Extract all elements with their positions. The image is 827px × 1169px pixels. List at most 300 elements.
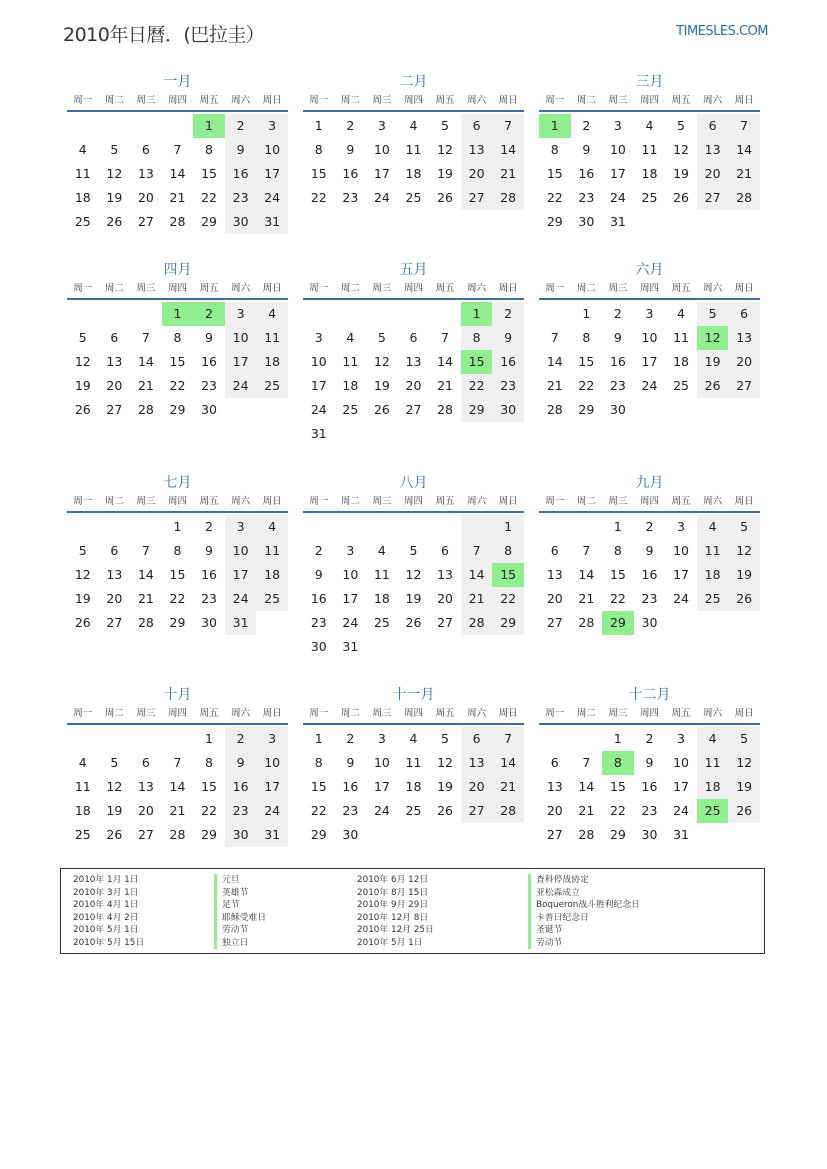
weekday-header xyxy=(539,280,760,300)
day-grid xyxy=(303,727,524,847)
day-cell: 21 xyxy=(437,378,453,393)
day-cell: 12 xyxy=(74,567,91,582)
day-cell: 15 xyxy=(169,567,186,582)
day-cell: 25 xyxy=(342,402,359,417)
weekday-label: 周日 xyxy=(262,708,282,719)
day-cell: 10 xyxy=(256,751,288,775)
day-cell: 1 xyxy=(461,302,493,326)
day-cell: 26 xyxy=(106,827,123,842)
day-cell: 5 xyxy=(441,118,449,133)
day-cell: 28 xyxy=(169,827,186,842)
day-cell: 21 xyxy=(137,591,154,606)
day-cell: 13 xyxy=(546,567,563,582)
day-cell: 23 xyxy=(342,190,359,205)
day-cell: 3 xyxy=(256,114,288,138)
weekday-header xyxy=(303,280,524,300)
day-cell: 8 xyxy=(205,142,213,157)
day-cell: 15 xyxy=(609,567,626,582)
day-cell: 19 xyxy=(74,378,91,393)
day-cell: 9 xyxy=(346,142,355,157)
day-cell: 30 xyxy=(641,615,658,630)
day-cell: 4 xyxy=(409,731,418,746)
empty-cell xyxy=(539,727,571,751)
day-cell: 7 xyxy=(441,330,449,345)
day-cell: 28 xyxy=(728,186,760,210)
day-cell: 12 xyxy=(728,539,760,563)
day-cell: 29 xyxy=(546,214,563,229)
day-cell: 7 xyxy=(492,114,524,138)
empty-cell xyxy=(130,302,162,326)
day-cell: 28 xyxy=(461,611,493,635)
empty-cell xyxy=(162,114,194,138)
month-2 xyxy=(303,72,524,210)
holiday-name: 耶稣受难日 xyxy=(214,912,266,925)
day-cell: 12 xyxy=(697,326,729,350)
day-cell: 18 xyxy=(373,591,390,606)
day-cell: 25 xyxy=(256,374,288,398)
weekday-label: 周三 xyxy=(136,708,156,719)
empty-cell xyxy=(99,114,131,138)
empty-cell xyxy=(398,823,430,847)
day-cell: 9 xyxy=(645,543,654,558)
day-cell: 22 xyxy=(461,374,493,398)
weekday-label: 周三 xyxy=(372,283,392,294)
holiday-date: 2010年 8月 15日 xyxy=(357,887,429,898)
page-title: 2010年日曆．(巴拉圭） xyxy=(63,24,265,46)
empty-cell xyxy=(728,823,760,847)
day-cell: 22 xyxy=(609,803,626,818)
weekday-label: 周五 xyxy=(671,95,691,106)
empty-cell xyxy=(697,611,729,635)
day-cell: 6 xyxy=(697,114,729,138)
day-cell: 11 xyxy=(405,142,422,157)
weekday-label: 周日 xyxy=(498,496,518,507)
day-cell: 23 xyxy=(578,190,595,205)
day-cell: 18 xyxy=(697,563,729,587)
weekday-label: 周一 xyxy=(545,283,565,294)
day-cell: 18 xyxy=(74,190,91,205)
day-cell: 17 xyxy=(609,166,626,181)
weekday-label: 周一 xyxy=(73,708,93,719)
day-cell: 23 xyxy=(641,591,658,606)
empty-cell xyxy=(571,727,603,751)
day-cell: 5 xyxy=(677,118,685,133)
holiday-date: 2010年 1月 1日 xyxy=(73,875,139,885)
day-cell: 15 xyxy=(201,779,217,794)
day-cell: 12 xyxy=(106,166,123,181)
day-cell: 26 xyxy=(106,214,123,229)
day-cell: 26 xyxy=(697,374,729,398)
day-cell: 14 xyxy=(578,779,595,794)
weekday-label: 周日 xyxy=(498,283,518,294)
day-grid xyxy=(303,515,524,659)
empty-cell xyxy=(366,302,398,326)
empty-cell xyxy=(225,398,257,422)
day-cell: 1 xyxy=(205,731,213,746)
empty-cell xyxy=(539,302,571,326)
day-cell: 28 xyxy=(578,827,595,842)
empty-cell xyxy=(99,727,131,751)
day-cell: 7 xyxy=(582,755,591,770)
holiday-date: 2010年 5月 15日 xyxy=(73,937,145,948)
month-name: 十二月 xyxy=(628,687,671,703)
day-cell: 22 xyxy=(546,190,563,205)
day-cell: 21 xyxy=(137,378,154,393)
holiday-date: 2010年 9月 29日 xyxy=(357,900,429,910)
day-grid xyxy=(539,515,760,635)
day-cell: 11 xyxy=(256,326,288,350)
day-cell: 15 xyxy=(492,563,524,587)
day-cell: 20 xyxy=(697,162,729,186)
empty-cell xyxy=(67,727,99,751)
day-cell: 3 xyxy=(645,306,654,321)
weekday-label: 周五 xyxy=(199,283,219,294)
day-cell: 1 xyxy=(613,731,622,746)
month-6 xyxy=(539,260,760,422)
empty-cell xyxy=(665,210,697,234)
day-cell: 2 xyxy=(205,519,213,534)
empty-cell xyxy=(67,302,99,326)
day-cell: 24 xyxy=(342,615,359,630)
weekday-label: 周日 xyxy=(262,95,282,106)
empty-cell xyxy=(256,611,288,635)
weekday-label: 周一 xyxy=(73,496,93,507)
empty-cell xyxy=(665,611,697,635)
weekday-label: 周日 xyxy=(734,283,754,294)
weekday-header xyxy=(303,493,524,513)
weekday-label: 周一 xyxy=(309,496,329,507)
day-cell: 6 xyxy=(141,142,150,157)
weekday-label: 周三 xyxy=(136,283,156,294)
day-cell: 20 xyxy=(546,591,563,606)
day-cell: 11 xyxy=(74,166,91,181)
weekday-label: 周一 xyxy=(73,283,93,294)
weekday-label: 周四 xyxy=(403,283,423,294)
day-cell: 14 xyxy=(492,138,524,162)
day-cell: 17 xyxy=(256,775,288,799)
weekday-header xyxy=(539,493,760,513)
day-cell: 22 xyxy=(492,587,524,611)
month-name: 八月 xyxy=(399,475,428,491)
day-cell: 4 xyxy=(697,727,729,751)
weekday-label: 周四 xyxy=(403,496,423,507)
day-cell: 16 xyxy=(225,775,257,799)
holiday-date: 2010年 4月 1日 xyxy=(73,900,139,910)
weekday-label: 周五 xyxy=(199,708,219,719)
day-cell: 24 xyxy=(256,799,288,823)
day-cell: 8 xyxy=(461,326,493,350)
day-cell: 28 xyxy=(492,186,524,210)
day-cell: 9 xyxy=(205,543,213,558)
day-cell: 3 xyxy=(613,118,622,133)
weekday-label: 周一 xyxy=(545,708,565,719)
day-cell: 2 xyxy=(645,731,654,746)
empty-cell xyxy=(398,302,430,326)
day-cell: 12 xyxy=(437,142,453,157)
weekday-label: 周二 xyxy=(340,95,360,106)
weekday-label: 周六 xyxy=(467,283,487,294)
day-cell: 20 xyxy=(106,591,123,606)
day-cell: 21 xyxy=(546,378,563,393)
day-cell: 26 xyxy=(728,587,760,611)
weekday-label: 周四 xyxy=(639,95,659,106)
empty-cell xyxy=(539,515,571,539)
day-cell: 16 xyxy=(342,779,359,794)
holiday-names-right xyxy=(528,874,640,949)
day-cell: 2 xyxy=(193,302,225,326)
weekday-label: 周五 xyxy=(671,283,691,294)
day-cell: 29 xyxy=(201,214,217,229)
weekday-label: 周日 xyxy=(498,95,518,106)
weekday-label: 周五 xyxy=(671,708,691,719)
day-cell: 12 xyxy=(728,751,760,775)
empty-cell xyxy=(492,422,524,446)
day-cell: 6 xyxy=(550,543,559,558)
day-cell: 13 xyxy=(461,751,493,775)
day-cell: 19 xyxy=(673,166,689,181)
weekday-label: 周一 xyxy=(309,95,329,106)
day-cell: 4 xyxy=(256,302,288,326)
day-cell: 15 xyxy=(310,779,327,794)
empty-cell xyxy=(130,114,162,138)
day-cell: 13 xyxy=(137,779,154,794)
weekday-label: 周二 xyxy=(340,708,360,719)
day-cell: 3 xyxy=(225,515,257,539)
day-cell: 23 xyxy=(641,803,658,818)
day-cell: 26 xyxy=(728,799,760,823)
site-name[interactable]: TIMESLES.COM xyxy=(676,24,768,39)
holiday-names-left xyxy=(214,874,266,949)
day-cell: 8 xyxy=(205,755,213,770)
day-cell: 22 xyxy=(578,378,595,393)
day-cell: 22 xyxy=(310,803,327,818)
day-cell: 28 xyxy=(492,799,524,823)
day-cell: 11 xyxy=(697,539,729,563)
empty-cell xyxy=(303,302,335,326)
day-cell: 6 xyxy=(110,543,119,558)
day-cell: 15 xyxy=(609,779,626,794)
day-cell: 29 xyxy=(609,827,626,842)
empty-cell xyxy=(130,727,162,751)
day-cell: 15 xyxy=(201,166,217,181)
day-cell: 20 xyxy=(546,803,563,818)
day-cell: 16 xyxy=(201,354,217,369)
day-cell: 6 xyxy=(409,330,418,345)
day-cell: 10 xyxy=(310,354,327,369)
weekday-header xyxy=(67,280,288,300)
day-cell: 22 xyxy=(201,803,217,818)
month-name: 七月 xyxy=(163,475,192,491)
empty-cell xyxy=(398,422,430,446)
day-cell: 21 xyxy=(461,587,493,611)
empty-cell xyxy=(162,727,194,751)
day-cell: 30 xyxy=(310,639,327,654)
day-cell: 8 xyxy=(173,330,182,345)
empty-cell xyxy=(665,398,697,422)
day-cell: 29 xyxy=(310,827,327,842)
day-grid xyxy=(67,302,288,422)
weekday-label: 周五 xyxy=(435,95,455,106)
month-name: 五月 xyxy=(399,262,428,278)
day-cell: 7 xyxy=(173,755,182,770)
day-cell: 22 xyxy=(169,591,186,606)
day-cell: 10 xyxy=(225,539,257,563)
day-cell: 27 xyxy=(137,214,154,229)
day-cell: 18 xyxy=(74,803,91,818)
month-1 xyxy=(67,72,288,234)
day-cell: 31 xyxy=(256,210,288,234)
weekday-label: 周三 xyxy=(372,708,392,719)
day-cell: 30 xyxy=(201,402,217,417)
weekday-label: 周六 xyxy=(467,95,487,106)
weekday-label: 周二 xyxy=(104,95,124,106)
day-cell: 14 xyxy=(137,567,154,582)
day-cell: 13 xyxy=(405,354,422,369)
day-cell: 27 xyxy=(697,186,729,210)
day-cell: 20 xyxy=(106,378,123,393)
day-cell: 18 xyxy=(405,166,422,181)
day-cell: 16 xyxy=(310,591,327,606)
month-5 xyxy=(303,260,524,446)
weekday-label: 周二 xyxy=(340,283,360,294)
day-cell: 2 xyxy=(492,302,524,326)
day-cell: 31 xyxy=(256,823,288,847)
day-cell: 4 xyxy=(78,755,87,770)
day-cell: 12 xyxy=(74,354,91,369)
day-cell: 14 xyxy=(461,563,493,587)
day-cell: 13 xyxy=(461,138,493,162)
day-grid xyxy=(67,727,288,847)
day-cell: 10 xyxy=(641,330,658,345)
day-grid xyxy=(303,302,524,446)
day-cell: 24 xyxy=(310,402,327,417)
weekday-label: 周三 xyxy=(136,95,156,106)
weekday-label: 周五 xyxy=(435,708,455,719)
day-cell: 9 xyxy=(582,142,591,157)
day-cell: 24 xyxy=(225,374,257,398)
empty-cell xyxy=(461,823,493,847)
day-cell: 1 xyxy=(162,302,194,326)
weekday-label: 周五 xyxy=(199,95,219,106)
empty-cell xyxy=(429,823,461,847)
day-cell: 1 xyxy=(314,731,323,746)
day-cell: 3 xyxy=(346,543,355,558)
day-cell: 28 xyxy=(578,615,595,630)
month-9 xyxy=(539,473,760,635)
day-cell: 3 xyxy=(377,118,386,133)
day-grid xyxy=(539,114,760,234)
weekday-label: 周四 xyxy=(403,708,423,719)
weekday-label: 周六 xyxy=(703,708,723,719)
empty-cell xyxy=(728,210,760,234)
weekday-label: 周六 xyxy=(231,496,251,507)
day-cell: 15 xyxy=(310,166,327,181)
month-name: 十一月 xyxy=(392,687,435,703)
holiday-name: 查科停战协定 xyxy=(528,874,640,887)
month-name: 九月 xyxy=(635,475,664,491)
day-cell: 13 xyxy=(546,779,563,794)
weekday-header xyxy=(303,705,524,725)
day-cell: 7 xyxy=(582,543,591,558)
day-cell: 22 xyxy=(169,378,186,393)
holiday-date: 2010年 5月 1日 xyxy=(73,925,139,935)
day-cell: 18 xyxy=(256,563,288,587)
day-grid xyxy=(67,114,288,234)
day-cell: 19 xyxy=(74,591,91,606)
day-cell: 16 xyxy=(609,354,626,369)
day-cell: 28 xyxy=(137,402,154,417)
day-cell: 19 xyxy=(106,190,123,205)
day-cell: 10 xyxy=(256,138,288,162)
day-cell: 18 xyxy=(673,354,689,369)
day-cell: 8 xyxy=(314,142,323,157)
day-cell: 19 xyxy=(437,166,453,181)
day-cell: 11 xyxy=(405,755,422,770)
empty-cell xyxy=(571,515,603,539)
holiday-name: Boqueron战斗胜利纪念日 xyxy=(528,899,640,912)
weekday-label: 周三 xyxy=(372,95,392,106)
empty-cell xyxy=(728,611,760,635)
day-cell: 28 xyxy=(546,402,563,417)
day-cell: 26 xyxy=(673,190,689,205)
day-cell: 18 xyxy=(697,775,729,799)
day-cell: 19 xyxy=(728,775,760,799)
day-cell: 13 xyxy=(697,138,729,162)
day-cell: 5 xyxy=(697,302,729,326)
weekday-header xyxy=(67,705,288,725)
day-cell: 11 xyxy=(373,567,390,582)
weekday-label: 周四 xyxy=(167,708,187,719)
day-cell: 17 xyxy=(225,563,257,587)
weekday-label: 周三 xyxy=(608,496,628,507)
weekday-label: 周一 xyxy=(309,708,329,719)
day-cell: 8 xyxy=(492,539,524,563)
day-cell: 10 xyxy=(673,543,689,558)
day-cell: 9 xyxy=(613,330,622,345)
month-11 xyxy=(303,685,524,847)
day-cell: 30 xyxy=(342,827,359,842)
day-cell: 2 xyxy=(225,727,257,751)
month-name: 六月 xyxy=(635,262,664,278)
day-cell: 21 xyxy=(728,162,760,186)
empty-cell xyxy=(366,515,398,539)
day-cell: 30 xyxy=(201,615,217,630)
month-10 xyxy=(67,685,288,847)
day-cell: 26 xyxy=(373,402,390,417)
day-cell: 24 xyxy=(641,378,658,393)
day-cell: 11 xyxy=(74,779,91,794)
day-cell: 6 xyxy=(461,114,493,138)
day-cell: 2 xyxy=(582,118,591,133)
day-cell: 8 xyxy=(582,330,591,345)
weekday-label: 周二 xyxy=(104,708,124,719)
day-cell: 20 xyxy=(461,162,493,186)
day-cell: 4 xyxy=(346,330,355,345)
day-cell: 26 xyxy=(405,615,422,630)
day-cell: 29 xyxy=(461,398,493,422)
weekday-label: 周二 xyxy=(340,496,360,507)
day-cell: 1 xyxy=(582,306,591,321)
weekday-label: 周四 xyxy=(639,496,659,507)
day-cell: 20 xyxy=(137,803,154,818)
weekday-label: 周二 xyxy=(576,708,596,719)
day-cell: 28 xyxy=(137,615,154,630)
day-cell: 3 xyxy=(314,330,323,345)
weekday-label: 周一 xyxy=(309,283,329,294)
empty-cell xyxy=(461,635,493,659)
weekday-label: 周六 xyxy=(467,708,487,719)
weekday-label: 周二 xyxy=(104,496,124,507)
